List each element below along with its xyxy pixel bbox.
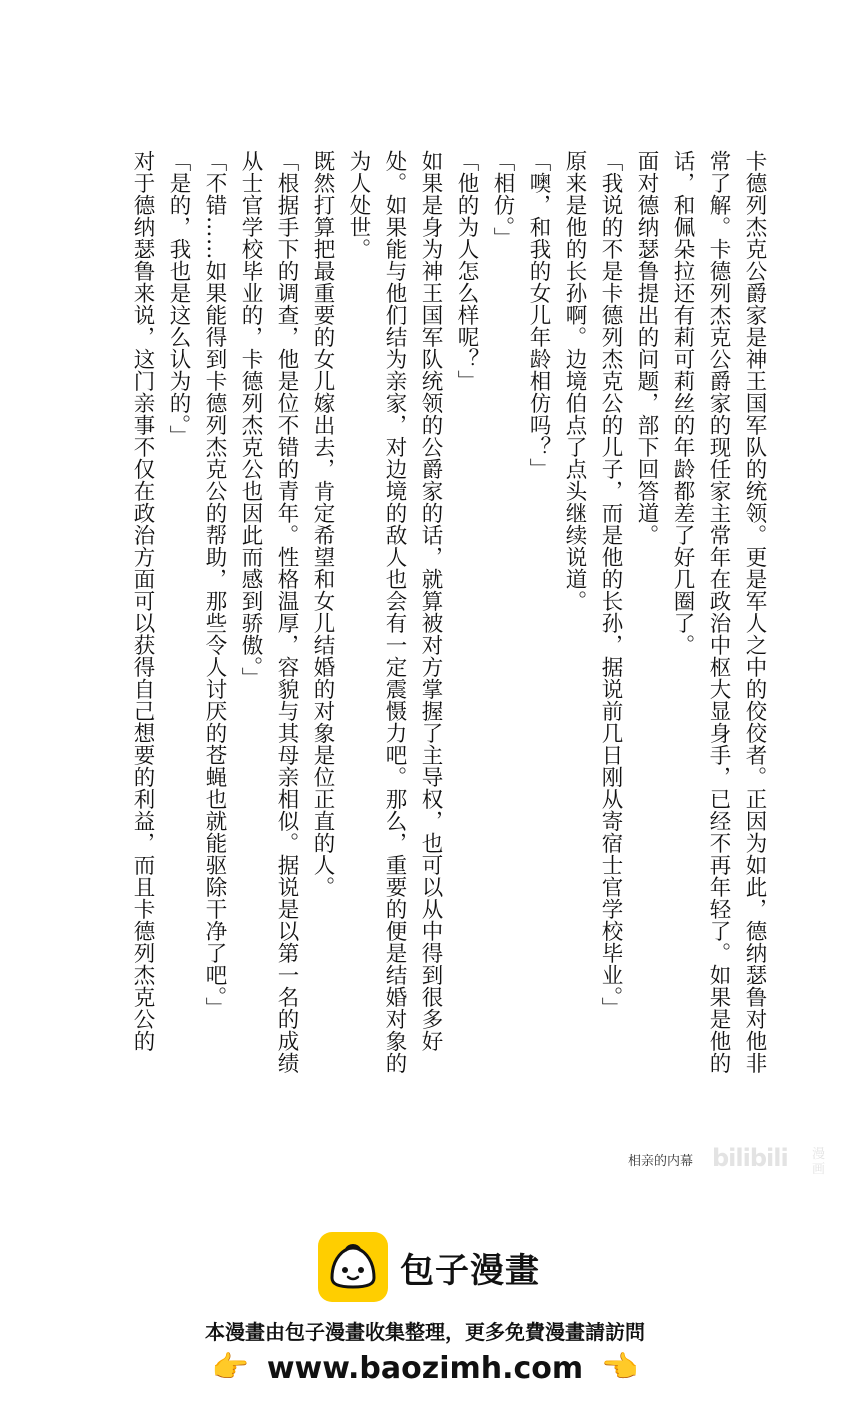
story-paragraph: 对于德纳瑟鲁来说，这门亲事不仅在政治方面可以获得自己想要的利益，而且卡德列杰克公的 xyxy=(130,150,155,1052)
story-paragraph: 「不错……如果能得到卡德列杰克公的帮助，那些令人讨厌的苍蝇也就能驱除干净了吧。」 xyxy=(202,150,227,1020)
chapter-caption: 相亲的内幕 xyxy=(628,1154,694,1169)
story-paragraph: 「他的为人怎么样呢？」 xyxy=(454,150,479,392)
url-row xyxy=(0,1346,850,1390)
bilibili-watermark: bilibili xyxy=(712,1144,788,1172)
pointing-left-hand-icon: 👈 xyxy=(601,1350,639,1385)
pointing-right-hand-icon: 👉 xyxy=(211,1350,249,1385)
story-paragraph: 「噢，和我的女儿年龄相仿吗？」 xyxy=(526,150,551,480)
story-paragraph: 「我说的不是卡德列杰克公的儿子，而是他的长孙，据说前几日刚从寄宿士官学校毕业。」 xyxy=(598,150,623,1020)
story-paragraph: 「根据手下的调查，他是位不错的青年。性格温厚，容貌与其母亲相似。据说是以第一名的成绩从士官学校毕业的，卡德列杰克公也因此而感到骄傲。」 xyxy=(238,150,299,1074)
story-text-column xyxy=(92,150,772,1090)
story-paragraph: 既然打算把最重要的女儿嫁出去，肯定希望和女儿结婚的对象是位正直的人。 xyxy=(310,150,335,898)
story-paragraph: 「相仿。」 xyxy=(490,150,515,250)
story-paragraph: 面对德纳瑟鲁提出的问题，部下回答道。 xyxy=(634,150,659,546)
bilibili-watermark-sub: 漫画 xyxy=(812,1147,826,1177)
story-paragraph: 原来是他的长孙啊。边境伯点了点头继续说道。 xyxy=(562,150,587,612)
brand-row xyxy=(318,1232,540,1302)
story-paragraph: 「是的，我也是这么认为的。」 xyxy=(166,150,191,448)
brand-name: 包子漫畫 xyxy=(400,1250,540,1291)
story-paragraph: 卡德列杰克公爵家是神王国军队的统领。更是军人之中的佼佼者。正因为如此，德纳瑟鲁对他非常了解。卡德列杰克公爵家的现任家主常年在政治中枢大显身手，已经不再年轻了。如果是他的话，和佩朵拉还有莉可莉丝的年龄都差了好几圈了。 xyxy=(670,150,767,1074)
story-paragraph: 如果是身为神王国军队统领的公爵家的话，就算被对方掌握了主导权，也可以从中得到很多好处。如果能与他们结为亲家，对边境的敌人也会有一定震慑力吧。那么，重要的便是结婚对象的为人处世。 xyxy=(346,150,443,1074)
footer-notice: 本漫畫由包子漫畫收集整理，更多免費漫畫請訪問 xyxy=(205,1320,645,1344)
site-url-link[interactable]: www.baozimh.com xyxy=(266,1350,584,1386)
baozi-logo-icon xyxy=(318,1232,388,1302)
